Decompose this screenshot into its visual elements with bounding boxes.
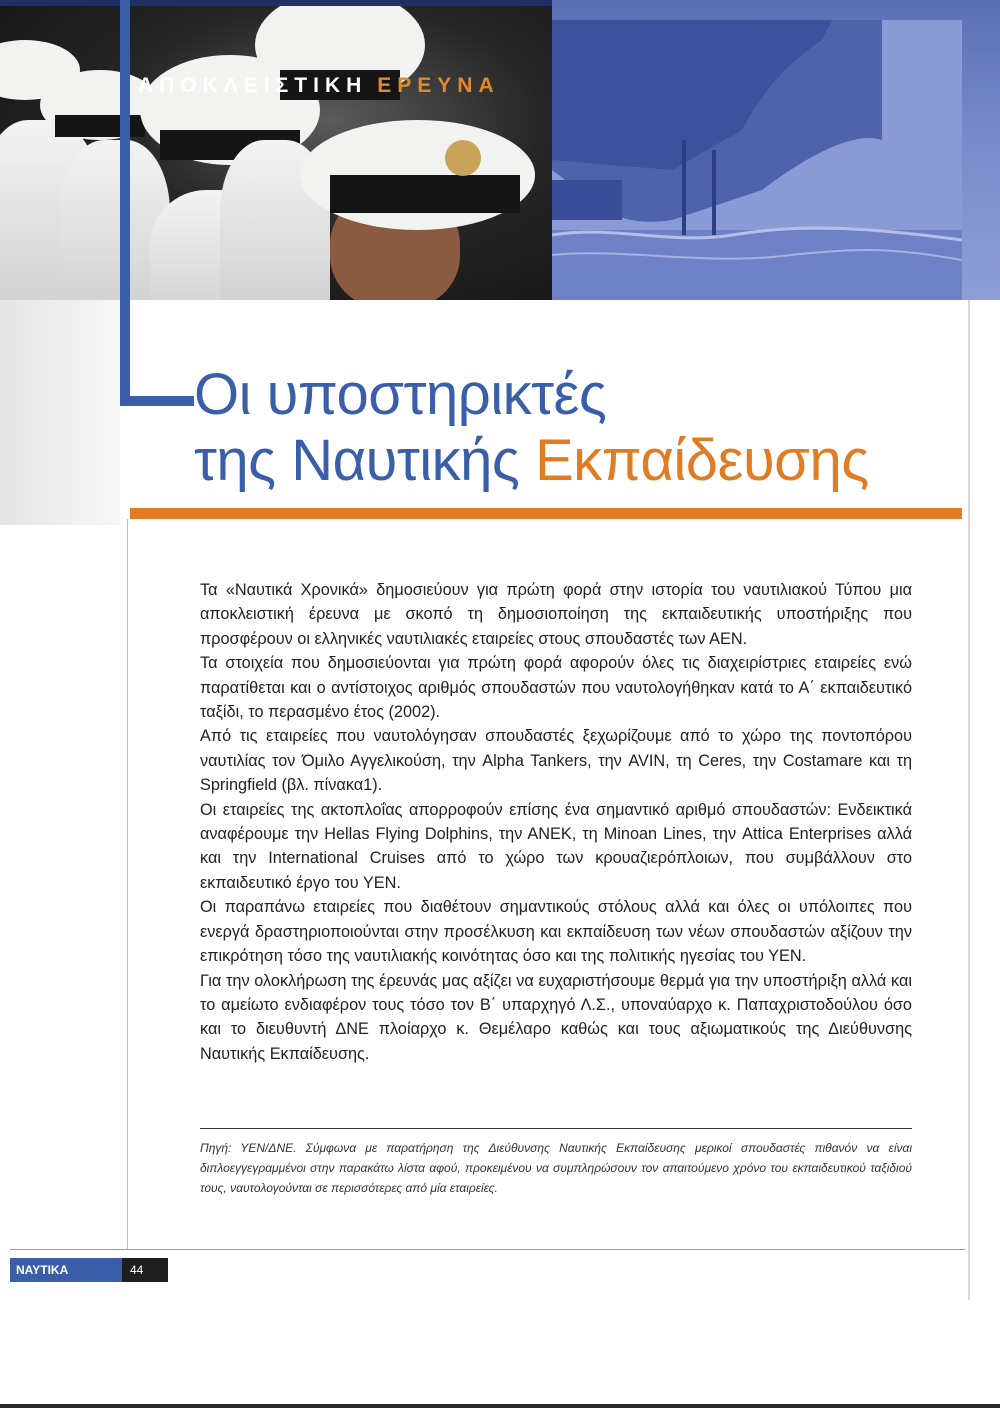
title-line-2: της Ναυτικής <box>194 428 535 493</box>
folio-rule <box>10 1249 965 1250</box>
paragraph: Τα στοιχεία που δημοσιεύονται για πρώτη φορά αφορούν όλες τις διαχειρίστριες εταιρείες ενώ παρατίθεται και ο αντίστοιχος αριθμός σπουδαστών που ναυτολογήθηκαν κατά το Α΄ εκπαιδευτικό ταξίδι, το περασμένο έτος (2002). <box>200 654 912 722</box>
kicker-label: ΑΠΟΚΛΕΙΣΤΙΚΗ <box>138 74 368 97</box>
paragraph: Τα «Ναυτικά Χρονικά» δημοσιεύουν για πρώτη φορά στην ιστορία του ναυτιλιακού Τύπου μια αποκλειστική έρευνα με σκοπό τη δημοσιοποίηση της εκπαιδευτικής υποστήριξης που προσφέρουν οι ελληνικές ναυτιλιακές εταιρείες στους σπουδαστές των ΑΕΝ. <box>200 581 912 648</box>
footnote-rule <box>200 1128 912 1129</box>
faded-photo-extension <box>0 300 120 525</box>
magazine-name: ΝΑΥΤΙΚΑ ΧΡΟΝΙΚΑ <box>10 1258 122 1282</box>
title-rule <box>130 508 962 519</box>
title-line-1: Οι υποστηρικτές <box>194 362 607 427</box>
source-footnote: Πηγή: ΥΕΝ/ΔΝΕ. Σύμφωνα με παρατήρηση της Διεύθυνσης Ναυτικής Εκπαίδευσης μερικοί σπουδαστές πιθανόν να είναι διπλοεγγεγραμμένοι στην παρακάτω λίστα αφού, προκειμένου να συμπληρώσουν τον απαιτούμενο χρόνο του εκπαιδευτικού ταξιδιού τους, ναυτολογούνται σε περισσότερες από μία εταιρείες. <box>200 1141 912 1195</box>
cap-badge-icon <box>445 140 481 176</box>
blue-frame-horizontal <box>120 396 194 406</box>
margin-rule <box>127 519 128 1249</box>
kicker-accent: ΕΡΕΥΝΑ <box>377 74 500 97</box>
paragraph: Από τις εταιρείες που ναυτολόγησαν σπουδαστές ξεχωρίζουμε από το χώρο της ποντοπόρου ναυτιλίας τον Όμιλο Αγγελικούση, την Alpha Tankers, την AVIN, τη Ceres, την Costamare και τη Springfield (βλ. πίνακα1). <box>200 727 912 795</box>
folio <box>10 1258 168 1301</box>
hero-photo <box>0 0 1000 300</box>
paragraph: Οι παραπάνω εταιρείες που διαθέτουν σημαντικούς στόλους αλλά και όλες οι υπόλοιπες που ενεργά δραστηριοποιούνται στην προσέλκυση και εκπαίδευση των νέων σπουδαστών αξίζουν την επικρότηση τόσο της ναυτιλιακής κοινότητας όσο και της πολιτικής ηγεσίας του ΥΕΝ. <box>200 898 912 966</box>
section-kicker <box>138 74 500 98</box>
paragraph: Οι εταιρείες της ακτοπλοΐας απορροφούν επίσης ένα σημαντικό αριθμό σπουδαστών: Ενδεικτικά αναφέρουμε την Hellas Flying Dolphins, την ΑΝΕΚ, τη Minoan Lines, την Attica Enterprises αλλά και την International Cruises από το χώρο των κρουαζιερόπλοιων, που συμβάλλουν στο εκπαιδευτικό έργο του ΥΕΝ. <box>200 800 912 892</box>
paragraph: Για την ολοκλήρωση της έρευνάς μας αξίζει να ευχαριστήσουμε θερμά για την υποστήριξη αλλά και το αμείωτο ενδιαφέρον τους τόσο τον Β΄ υπαρχηγό Λ.Σ., υποναύαρχο κ. Παπαχριστοδούλου όσο και το διευθυντή ΔΝΕ πλοίαρχο κ. Θεμέλαρο καθώς και τους αξιωματικούς της Διεύθυνσης Ναυτικής Εκπαίδευσης. <box>200 971 912 1063</box>
title-accent: Εκπαίδευσης <box>535 428 869 493</box>
page-number: 44 <box>122 1258 168 1282</box>
page-bottom-edge <box>0 1404 1000 1408</box>
cadets-photo <box>0 0 552 300</box>
blue-frame-vertical <box>120 0 130 405</box>
ship-illustration <box>552 20 962 300</box>
article-body <box>200 578 912 1066</box>
article-title <box>194 362 869 494</box>
